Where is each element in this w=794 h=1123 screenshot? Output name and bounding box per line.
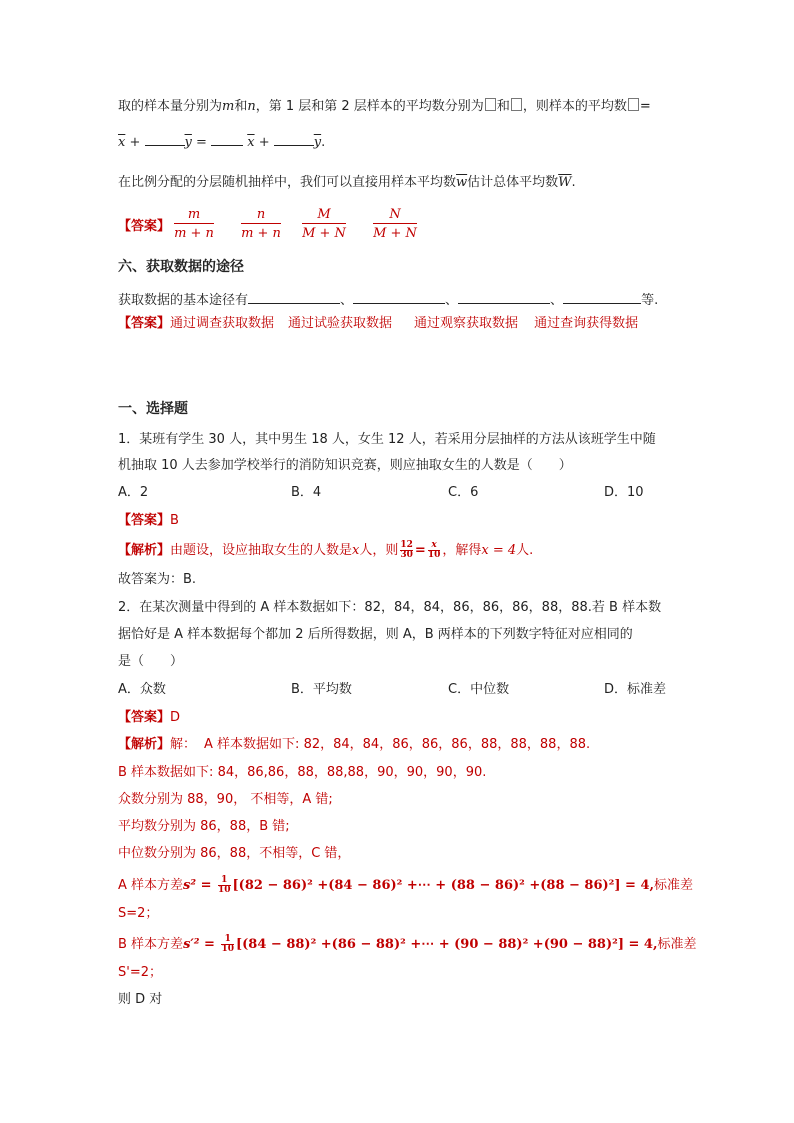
q2-sd-a: S=2； xyxy=(118,906,159,921)
var-W-bar: $\overline{W}$ xyxy=(558,175,572,190)
formula: [(84 − 88)² +(86 − 88)² +⋯ + (90 − 88)² +(90 − 88)²] = 4, xyxy=(235,937,658,952)
var-y-bar: $\overline{y}$ xyxy=(313,135,322,150)
intro-line-3 xyxy=(118,176,576,189)
intro-text: ，则样本的平均数 xyxy=(522,99,627,114)
q2-final: 则 D 对 xyxy=(118,992,163,1007)
question-text: 获取数据的基本途径有 xyxy=(118,293,249,308)
inline-fraction: $\frac{1}{10}$ xyxy=(218,875,231,895)
intro-line-2 xyxy=(118,133,325,149)
analysis-text: 人. xyxy=(516,543,534,558)
analysis-label: 【解析】 xyxy=(118,737,171,752)
section6-question xyxy=(118,291,658,307)
answer-item: 通过查询获得数据 xyxy=(534,316,639,331)
missing-glyph-icon xyxy=(485,98,496,111)
q1-line-1: 1．某班有学生 30 人，其中男生 18 人，女生 12 人，若采用分层抽样的方法从该班学生中随 xyxy=(118,432,656,447)
analysis-text: ，解得 xyxy=(442,543,482,558)
q1-analysis xyxy=(118,541,533,560)
intro-text: 取的样本量分别为 xyxy=(118,99,223,114)
fill-blank[interactable] xyxy=(211,133,243,146)
q2-option-a[interactable]: A．众数 xyxy=(118,682,166,697)
part-heading: 一、选择题 xyxy=(118,401,188,417)
section-heading: 六、获取数据的途径 xyxy=(118,259,244,275)
equals-sign: = xyxy=(196,135,207,150)
plus-sign: + xyxy=(258,135,270,150)
analysis-text: 人，则 xyxy=(359,543,399,558)
formula: [(82 − 86)² +(84 − 86)² +⋯ + (88 − 86)² +(88 − 86)²] = 4, xyxy=(232,878,655,893)
missing-glyph-icon xyxy=(511,98,522,111)
q2-answer xyxy=(118,711,180,724)
question-end: 等. xyxy=(641,293,659,308)
plus-sign: + xyxy=(129,135,141,150)
equals-sign: = xyxy=(414,543,426,558)
fill-blank[interactable] xyxy=(274,133,314,146)
q2-analysis-line: 中位数分别为 86，88，不相等，C 错， xyxy=(118,846,351,861)
inline-fraction: $\frac{x}{10}$ xyxy=(427,540,441,560)
q2-analysis-line: 众数分别为 88，90， 不相等，A 错; xyxy=(118,792,333,807)
fill-blank[interactable] xyxy=(248,291,340,304)
analysis-text: 由题设，设应抽取女生的人数是 xyxy=(170,543,353,558)
solution: x = 4 xyxy=(481,543,517,558)
q2-option-b[interactable]: B．平均数 xyxy=(291,682,352,697)
var-n: n xyxy=(247,99,256,114)
q2-option-d[interactable]: D．标准差 xyxy=(604,682,667,697)
intro-text: ，第 1 层和第 2 层样本的平均数分别为 xyxy=(255,99,484,114)
answer-item: 通过观察获取数据 xyxy=(414,316,519,331)
fill-blank[interactable] xyxy=(353,291,445,304)
answer-label: 【答案】 xyxy=(118,710,171,725)
q2-sd-b: S'=2； xyxy=(118,965,162,980)
answer-item: 通过调查获取数据 xyxy=(170,316,275,331)
fill-blank[interactable] xyxy=(145,133,185,146)
inline-fraction: $\frac{12}{30}$ xyxy=(400,540,413,560)
period: . xyxy=(321,135,326,150)
fill-blank[interactable] xyxy=(458,291,550,304)
answer-fraction-2: $\frac{n}{m + n}$ xyxy=(241,207,281,241)
q1-conclusion: 故答案为：B. xyxy=(118,572,197,587)
separator: 、 xyxy=(550,293,564,308)
answer-value: D xyxy=(170,710,181,725)
analysis-text: A 样本方差 xyxy=(118,878,184,893)
q1-answer xyxy=(118,514,179,527)
analysis-text: 标准差 xyxy=(654,878,694,893)
q2-analysis-line: 平均数分别为 86，88，B 错; xyxy=(118,819,290,834)
answer-fraction-1: $\frac{m}{m + n}$ xyxy=(174,207,214,241)
separator: 、 xyxy=(445,293,459,308)
section6-answer xyxy=(118,317,638,330)
var-x-bar: $\overline{x}$ xyxy=(118,135,126,150)
intro-text: 估计总体平均数 xyxy=(467,175,559,190)
q1-option-c[interactable]: C．6 xyxy=(448,485,479,500)
intro-text: 和 xyxy=(234,99,248,114)
var-w-bar: $\overline{w}$ xyxy=(456,175,468,190)
var-y-bar: $\overline{y}$ xyxy=(184,135,192,150)
q1-option-d[interactable]: D．10 xyxy=(604,485,644,500)
intro-text: = xyxy=(639,99,651,114)
answer-label: 【答案】 xyxy=(118,219,171,234)
analysis-text: B 样本方差 xyxy=(118,937,184,952)
q2-line-3: 是（ ） xyxy=(118,654,184,669)
answer-value: B xyxy=(170,513,179,528)
q2-analysis-line: B 样本数据如下: 84，86,86，88，88,88，90，90，90，90. xyxy=(118,765,487,780)
analysis-text: 解： xyxy=(170,737,197,752)
q2-variance-b xyxy=(118,935,697,954)
analysis-label: 【解析】 xyxy=(118,543,171,558)
var-x: x xyxy=(352,543,360,558)
formula: s′² = xyxy=(183,937,220,952)
q2-line-1: 2．在某次测量中得到的 A 样本数据如下：82，84，84，86，86，86，88，88.若 B 样本数 xyxy=(118,600,662,615)
q1-line-2: 机抽取 10 人去参加学校举行的消防知识竞赛，则应抽取女生的人数是（ ） xyxy=(118,458,572,473)
q2-option-c[interactable]: C．中位数 xyxy=(448,682,510,697)
fill-blank[interactable] xyxy=(563,291,641,304)
answer-label: 【答案】 xyxy=(118,316,171,331)
var-x-bar: $\overline{x}$ xyxy=(247,135,255,150)
answer-label: 【答案】 xyxy=(118,513,171,528)
formula: s² = xyxy=(183,878,216,893)
q1-option-a[interactable]: A．2 xyxy=(118,485,149,500)
analysis-text: 标准差 xyxy=(657,937,697,952)
intro-line-1 xyxy=(118,98,651,113)
q1-option-b[interactable]: B．4 xyxy=(291,485,322,500)
q2-variance-a xyxy=(118,876,693,895)
q2-line-2: 据恰好是 A 样本数据每个都加 2 后所得数据，则 A，B 两样本的下列数字特征对应相同的 xyxy=(118,627,633,642)
separator: 、 xyxy=(340,293,354,308)
analysis-text: A 样本数据如下: 82，84，84，86，86，86，88，88，88，88. xyxy=(204,737,591,752)
var-m: m xyxy=(222,99,235,114)
answer-fraction-3: $\frac{M}{M + N}$ xyxy=(302,207,346,241)
missing-glyph-icon xyxy=(628,98,639,111)
intro-text: 在比例分配的分层随机抽样中，我们可以直接用样本平均数 xyxy=(118,175,457,190)
intro-text: 和 xyxy=(496,99,510,114)
q2-analysis-intro xyxy=(118,738,590,751)
answer-fraction-4: $\frac{N}{M + N}$ xyxy=(373,207,417,241)
answer-item: 通过试验获取数据 xyxy=(288,316,393,331)
inline-fraction: $\frac{1}{10}$ xyxy=(221,934,234,954)
period: . xyxy=(571,175,576,190)
